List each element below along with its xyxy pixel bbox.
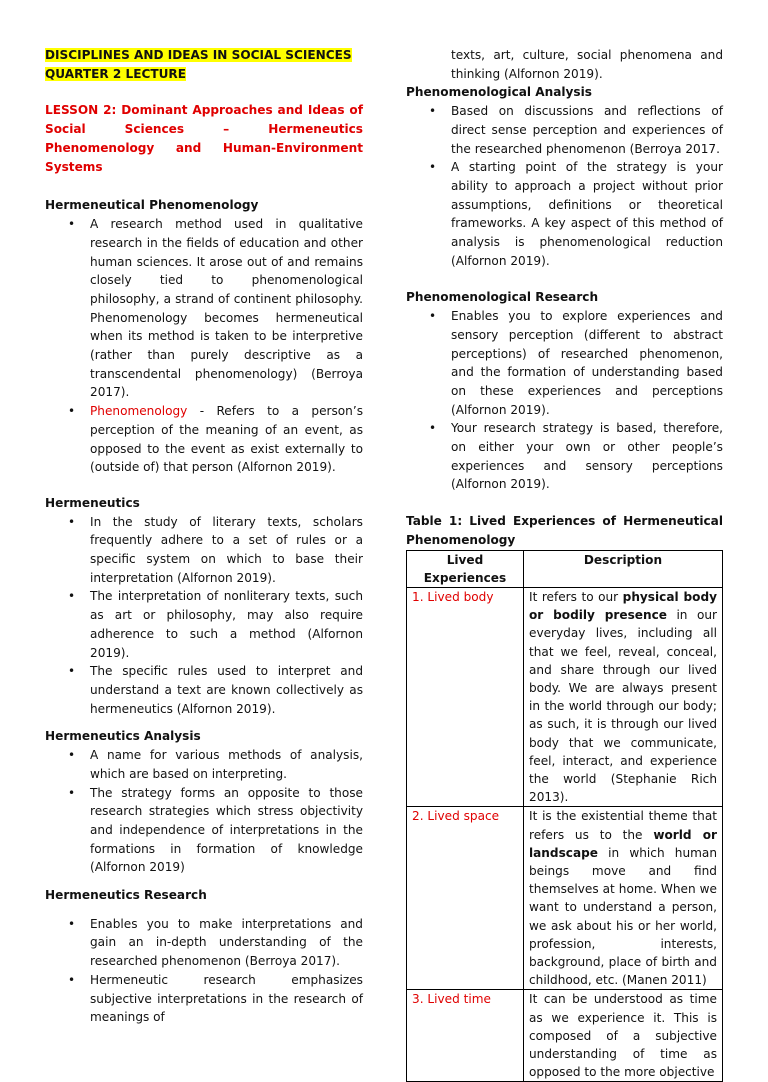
hermeneutics-research-continuation: texts, art, culture, social phenomena and thinking (Alfornon 2019). <box>451 48 723 81</box>
table-header-row <box>407 550 723 587</box>
table-cell-term: 3. Lived time <box>407 990 524 1082</box>
description-text: It refers to our <box>529 589 623 604</box>
hermeneutics-list <box>45 513 363 719</box>
list-item: • Hermeneutic research emphasizes subjective interpretations in the research of meanings of <box>90 971 363 1027</box>
heading-phenomenological-research: Phenomenological Research <box>406 290 599 305</box>
list-item: • The strategy forms an opposite to those research strategies which stress objectivity and independence of interpretations in the formations in formation of knowledge (Alfornon 2019) <box>90 784 363 878</box>
list-item: • Based on discussions and reflections of direct sense perception and experiences of the researched phenomenon (Berroya 2017. <box>451 102 723 158</box>
heading-hermeneutics-analysis: Hermeneutics Analysis <box>45 729 201 744</box>
description-emphasis: physical body or bodily presence <box>529 589 718 623</box>
description-text: It can be understood as time as we experience it. This is composed of a subjective understanding of time as opposed to the more objective <box>529 992 717 1080</box>
table-cell-term: 1. Lived body <box>407 587 524 806</box>
heading-hermeneutics: Hermeneutics <box>45 495 140 510</box>
right-column <box>406 46 723 1082</box>
list-item: • Your research strategy is based, therefore, on either your own or other people’s experiences and sensory perceptions (Alfornon 2019). <box>451 419 723 494</box>
list-item: • A research method used in qualitative research in the fields of education and other human sciences. It arose out of and remains closely tied to phenomenological philosophy, a strand of continent philosophy. Phenomenology becomes hermeneutical when its method is taken to be interpretive (rather than purely descriptive as a transcendental phenomenology) (Berroya 2017). <box>90 215 363 402</box>
list-item <box>90 402 363 477</box>
course-title: DISCIPLINES AND IDEAS IN SOCIAL SCIENCES <box>45 48 352 62</box>
table-row <box>407 587 723 806</box>
table-cell-description <box>524 807 723 990</box>
heading-hermeneutical-phenomenology: Hermeneutical Phenomenology <box>45 198 259 213</box>
table-cell-description <box>524 587 723 806</box>
list-item: • In the study of literary texts, scholars frequently adhere to a set of rules or a specific system on which to base their interpretation (Alfornon 2019). <box>90 513 363 588</box>
table-cell-term: 2. Lived space <box>407 807 524 990</box>
description-text: in our everyday lives, including all that we feel, reveal, conceal, and share through our lived body. We are always present in the world through our body; as such, it is through our lived body that we communicate, feel, interact, and experience the world (Stephanie Rich 2013). <box>529 608 717 805</box>
list-item: • Enables you to explore experiences and sensory perception (different to abstract perceptions) of researched phenomenon, and the formation of understanding based on these experiences and perceptions (Alfornon 2019). <box>451 307 723 419</box>
table-row <box>407 990 723 1082</box>
hermeneutical-phenomenology-list <box>45 215 363 477</box>
course-title-block <box>45 46 363 83</box>
phenomenology-definition: - Refers to a person’s perception of the meaning of an event, as opposed to the event as exist externally to (outside of) that person (Alfornon 2019). <box>90 404 363 475</box>
list-item: • A name for various methods of analysis, which are based on interpreting. <box>90 746 363 783</box>
list-item: • Enables you to make interpretations and gain an in-depth understanding of the researched phenomenon (Berroya 2017). <box>90 915 363 971</box>
list-item: • The interpretation of nonliterary texts, such as art or philosophy, may also require adherence to such a method (Alfornon 2019). <box>90 587 363 662</box>
column-header: Lived Experiences <box>407 550 524 587</box>
column-header: Description <box>524 550 723 587</box>
lived-experiences-table <box>406 550 723 1082</box>
phenomenological-research-list <box>406 307 723 494</box>
hermeneutics-research-list <box>45 915 363 1027</box>
phenomenological-analysis-list <box>406 102 723 270</box>
table-caption: Table 1: Lived Experiences of Hermeneutical Phenomenology <box>406 514 723 547</box>
list-item: • A starting point of the strategy is your ability to approach a project without prior assumptions, definitions or theoretical frameworks. A key aspect of this method of analysis is phenomenological reduction (Alfornon 2019). <box>451 158 723 270</box>
hermeneutics-analysis-list <box>45 746 363 877</box>
quarter-label: QUARTER 2 LECTURE <box>45 66 187 81</box>
phenomenology-term: Phenomenology <box>90 404 188 419</box>
heading-hermeneutics-research: Hermeneutics Research <box>45 888 207 903</box>
table-cell-description <box>524 990 723 1082</box>
left-column <box>45 46 363 1027</box>
description-emphasis: world or landscape <box>529 827 718 860</box>
table-row <box>407 807 723 990</box>
description-text: in which human beings move and find themselves at home. When we want to understand a person, we ask about his or her world, profession, interests, background, place of birth and childhood, etc. (Manen 2011) <box>529 845 717 988</box>
lesson-title: LESSON 2: Dominant Approaches and Ideas of Social Sciences – Hermeneutics Phenomenology and Human-Environment Systems <box>45 103 363 175</box>
heading-phenomenological-analysis: Phenomenological Analysis <box>406 85 592 100</box>
description-text: It is the existential theme that refers us to the <box>529 809 717 842</box>
list-item: • The specific rules used to interpret and understand a text are known collectively as hermeneutics (Alfornon 2019). <box>90 662 363 718</box>
